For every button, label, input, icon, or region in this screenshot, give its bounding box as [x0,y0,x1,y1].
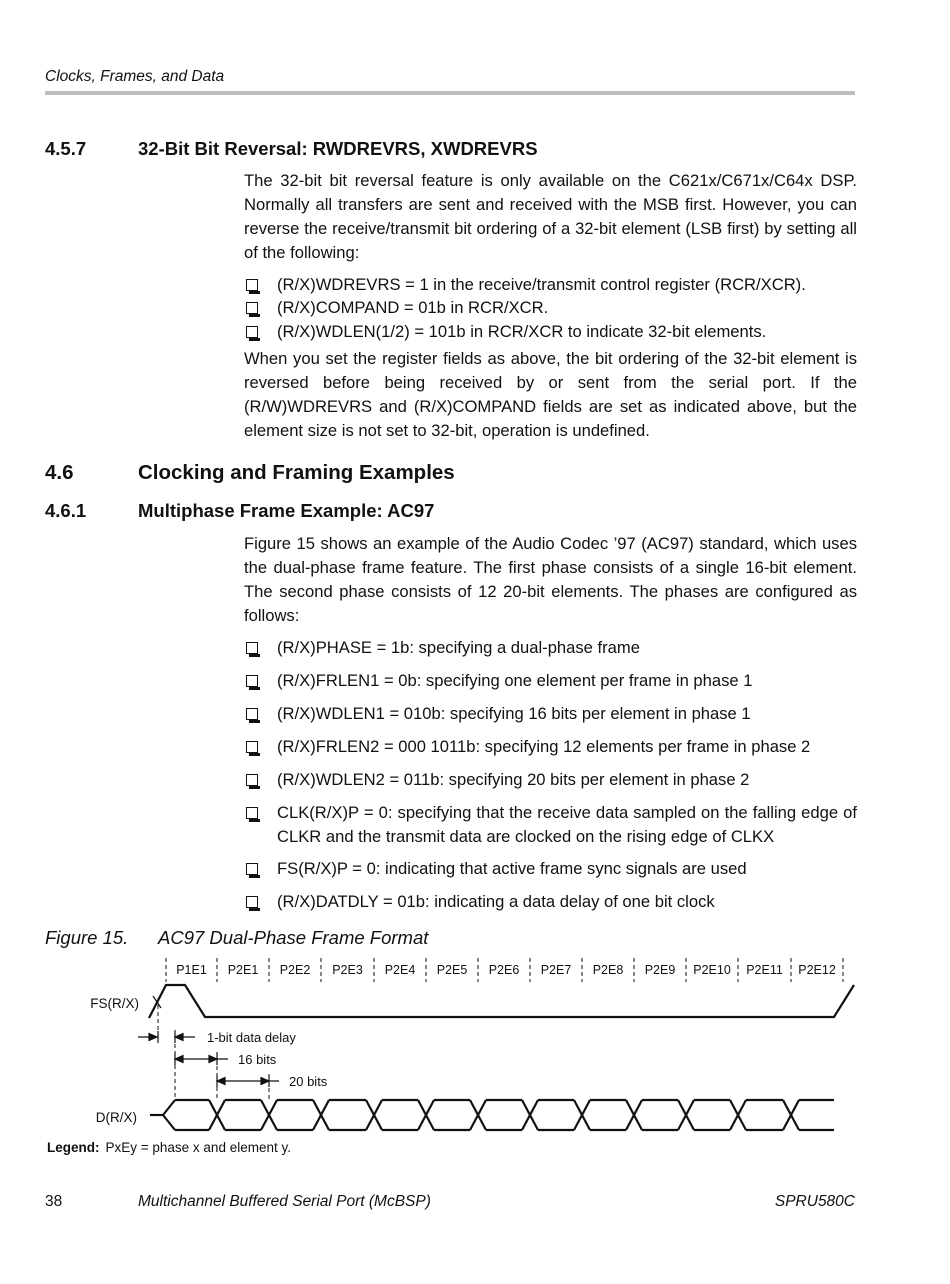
bullet-marker [246,642,260,656]
figure-caption [45,927,428,949]
bullet-marker [246,896,260,910]
section-461-bullet-3: (R/X)WDLEN1 = 010b: specifying 16 bits per element in phase 1 [277,704,751,723]
footer-title: Multichannel Buffered Serial Port (McBSP) [138,1193,431,1210]
delay-annotation: 1-bit data delay [207,1030,296,1045]
bullet-marker [246,708,260,722]
section-457-closing: When you set the register fields as above, the bit ordering of the 32-bit element is reversed before being received by or sent from the serial port. If the (R/W)WDREVRS and (R/X)COMPAND fields are set as indicated above, but the element size is not set to 32-bit, operation is undefined. [244,349,857,440]
fs-signal-label: FS(R/X) [90,996,139,1011]
bullet-marker [246,675,260,689]
fs-waveform [149,985,854,1018]
element-label: P2E12 [798,963,836,977]
element-label: P2E6 [488,963,520,977]
bullet-marker [246,302,260,316]
element-label: P2E8 [592,963,624,977]
section-461-intro: Figure 15 shows an example of the Audio Codec ’97 (AC97) standard, which uses the dual-phase frame feature. The first phase consists of a single 16-bit element. The second phase consists of 12 20-bit elements. The phases are configured as follows: [244,534,857,625]
data-waveform [150,1100,834,1130]
element-label: P2E10 [693,963,731,977]
figure-legend [47,1140,291,1155]
d-signal-label: D(R/X) [95,1110,137,1125]
section-number-4-5-7: 4.5.7 [45,138,87,159]
sixteen-bits-annotation: 16 bits [238,1052,277,1067]
section-457-intro: The 32-bit bit reversal feature is only available on the C621x/C671x/C64x DSP. Normally all transfers are sent and received with the MSB first. However, you can reverse the receive/transmit bit ordering of a 32-bit element (LSB first) by setting all of the following: [244,171,857,262]
element-label: P2E9 [644,963,676,977]
element-label: P2E3 [332,963,363,977]
sixteen-bits-arrow [175,1053,228,1065]
page-number: 38 [45,1193,63,1210]
bullet-marker [246,326,260,340]
section-461-bullet-4: (R/X)FRLEN2 = 000 1011b: specifying 12 elements per frame in phase 2 [277,737,811,756]
bullet-marker [246,774,260,788]
element-label: P2E7 [540,963,572,977]
element-label: P2E4 [384,963,416,977]
twenty-bits-annotation: 20 bits [289,1074,328,1089]
section-457-bullet-3: (R/X)WDLEN(1/2) = 101b in RCR/XCR to indicate 32-bit elements. [277,322,767,341]
element-label: P2E2 [279,963,311,977]
element-labels [176,963,836,977]
section-title-4-5-7: 32-Bit Bit Reversal: RWDREVRS, XWDREVRS [138,138,538,159]
section-461-bullet-5: (R/X)WDLEN2 = 011b: specifying 20 bits per element in phase 2 [277,770,750,789]
section-title-4-6-1: Multiphase Frame Example: AC97 [138,500,435,521]
bullet-marker [246,807,260,821]
document-id: SPRU580C [774,1193,855,1210]
element-label: P2E1 [227,963,259,977]
section-457-bullet-2: (R/X)COMPAND = 01b in RCR/XCR. [277,298,549,317]
section-461-bullet-2: (R/X)FRLEN1 = 0b: specifying one element per frame in phase 1 [277,671,753,690]
ac97-timing-diagram [0,950,950,1140]
section-number-4-6-1: 4.6.1 [45,500,87,521]
bullet-marker [246,279,260,293]
element-label: P1E1 [176,963,207,977]
legend-text: PxEy = phase x and element y. [105,1140,291,1155]
figure-label: Figure 15. [45,927,129,948]
running-header: Clocks, Frames, and Data [45,68,225,85]
bullet-marker [246,741,260,755]
figure-title: AC97 Dual-Phase Frame Format [158,927,429,948]
header-rule [45,91,855,95]
section-461-bullet-6: CLK(R/X)P = 0: specifying that the receive data sampled on the falling edge of CLKR and the transmit data are clocked on the rising edge of CLKX [277,803,857,846]
element-label: P2E11 [746,963,783,977]
section-number-4-6: 4.6 [45,461,74,484]
element-label: P2E5 [436,963,468,977]
twenty-bits-arrow [217,1075,279,1087]
bullet-marker [246,863,260,877]
legend-label: Legend: [47,1140,100,1155]
delay-arrow [138,1031,195,1043]
section-457-bullet-1: (R/X)WDREVRS = 1 in the receive/transmit control register (RCR/XCR). [277,275,806,294]
section-title-4-6: Clocking and Framing Examples [138,461,455,484]
section-461-bullet-1: (R/X)PHASE = 1b: specifying a dual-phase frame [277,638,640,657]
section-461-bullet-7: FS(R/X)P = 0: indicating that active frame sync signals are used [277,859,747,878]
section-461-bullet-8: (R/X)DATDLY = 01b: indicating a data delay of one bit clock [277,892,715,911]
